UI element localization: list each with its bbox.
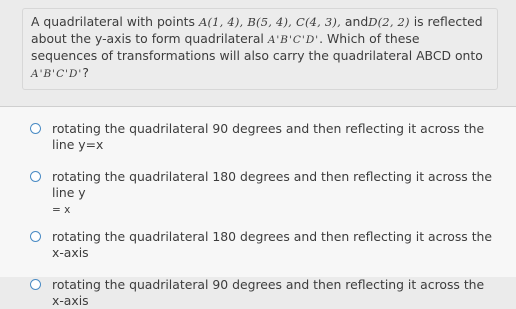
answer-option-label-line-2: = x xyxy=(52,204,71,216)
question-prompt xyxy=(22,8,498,90)
answer-option-label xyxy=(52,169,496,218)
answer-options xyxy=(0,107,516,308)
question-line-3 xyxy=(31,48,489,65)
image-quadrilateral-label: A'B'C'D' xyxy=(267,33,320,46)
question-text: and xyxy=(344,14,369,29)
answer-option-label-line-1: rotating the quadrilateral 180 degrees and then reflecting it across the line y xyxy=(52,169,493,200)
radio-button-icon[interactable] xyxy=(30,279,41,290)
question-text: about the y-axis to form quadrilateral xyxy=(31,30,268,46)
point-b: B(5, 4), xyxy=(247,15,292,29)
answer-option-label: rotating the quadrilateral 90 degrees and then reflecting it across the line y=x xyxy=(52,121,485,152)
question-text: . Which of these xyxy=(319,30,420,46)
point-d: D(2, 2) xyxy=(368,15,410,29)
question-line-1 xyxy=(31,14,489,31)
answer-option-1[interactable] xyxy=(0,121,516,153)
point-c: C(4, 3), xyxy=(295,15,341,29)
answer-option-label: rotating the quadrilateral 180 degrees and then reflecting it across the x-axis xyxy=(52,229,493,260)
radio-button-icon[interactable] xyxy=(30,231,41,242)
image-quadrilateral-label: A'B'C'D' xyxy=(31,67,83,80)
radio-button-icon[interactable] xyxy=(30,171,41,182)
question-text: sequences of transformations will also carry the quadrilateral ABCD onto xyxy=(31,48,483,63)
radio-button-icon[interactable] xyxy=(30,123,41,134)
question-line-2 xyxy=(31,31,489,49)
question-mark: ? xyxy=(82,64,89,80)
question-line-4 xyxy=(31,65,489,83)
answer-option-4[interactable] xyxy=(0,277,516,309)
question-text: A quadrilateral with points xyxy=(31,14,199,29)
question-text: is reflected xyxy=(409,14,483,29)
answer-option-2[interactable] xyxy=(0,169,516,218)
answer-option-label: rotating the quadrilateral 90 degrees and then reflecting it across the x-axis xyxy=(52,277,485,308)
answer-option-3[interactable] xyxy=(0,229,516,261)
point-a: A(1, 4), xyxy=(198,15,244,29)
